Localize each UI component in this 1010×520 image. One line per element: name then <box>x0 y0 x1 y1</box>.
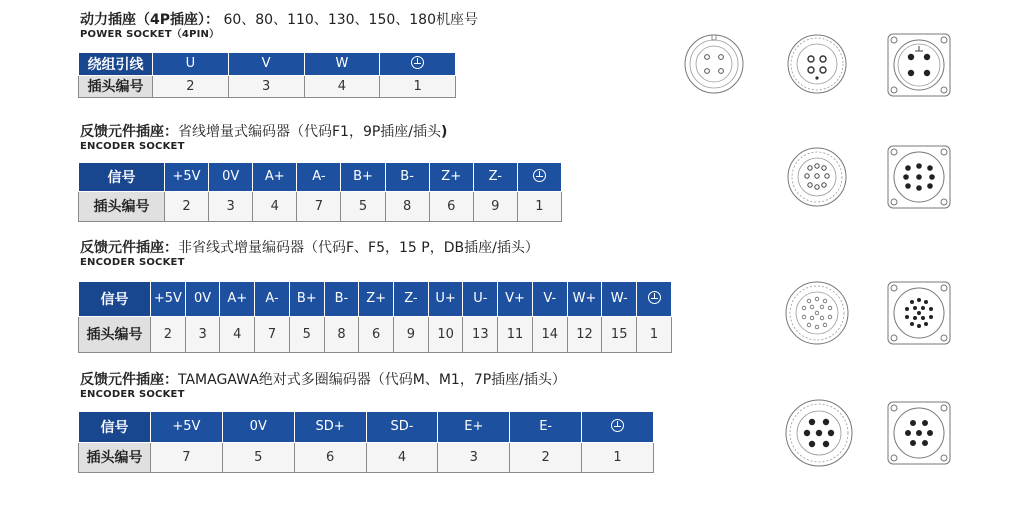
pin-cell: 7 <box>151 442 223 472</box>
pin-cell: 5 <box>222 442 294 472</box>
signal-cell: V- <box>532 282 567 316</box>
row-head-signal: 信号 <box>79 412 151 442</box>
row-head-pin-number: 插头编号 <box>79 75 153 97</box>
pin-cell: 11 <box>498 316 533 352</box>
signal-cell: +5V <box>165 163 209 191</box>
signal-cell: 0V <box>222 412 294 442</box>
pin-cell: 4 <box>366 442 438 472</box>
encoder-f1-square-flange-drawing <box>886 144 952 210</box>
title-bold: 反馈元件插座： <box>80 124 178 140</box>
signal-cell: 0V <box>209 163 253 191</box>
title-rest: 60、80、110、130、150、180机座号 <box>219 12 478 28</box>
pin-cell: 2 <box>153 75 229 97</box>
signal-cell: W- <box>602 282 637 316</box>
signal-cell: A- <box>297 163 341 191</box>
signal-cell <box>517 163 561 191</box>
row-head-pin-number: 插头编号 <box>79 316 151 352</box>
encoder-f-f5-plug-drawing <box>784 280 850 346</box>
signal-cell: B+ <box>289 282 324 316</box>
signal-cell: A+ <box>220 282 255 316</box>
section-title <box>80 240 539 257</box>
pin-cell: 12 <box>567 316 602 352</box>
signal-cell: +5V <box>151 412 223 442</box>
signal-cell <box>380 53 456 75</box>
pin-cell: 3 <box>185 316 220 352</box>
row-head-pin-number: 插头编号 <box>79 191 165 221</box>
pin-cell: 7 <box>297 191 341 221</box>
row-head-winding: 绕组引线 <box>79 53 153 75</box>
title-rest: 非省线式增量编码器（代码F、F5，15 P，DB插座/插头） <box>178 240 539 256</box>
pin-cell: 3 <box>438 442 510 472</box>
signal-cell: B- <box>324 282 359 316</box>
signal-cell <box>637 282 672 316</box>
pin-cell: 8 <box>324 316 359 352</box>
signal-cell: SD+ <box>294 412 366 442</box>
signal-cell: U- <box>463 282 498 316</box>
title-rest: TAMAGAWA绝对式多圈编码器（代码M、M1，7P插座/插头） <box>178 372 566 388</box>
pin-cell: 6 <box>429 191 473 221</box>
signal-cell: SD- <box>366 412 438 442</box>
row-head-signal: 信号 <box>79 282 151 316</box>
section-subtitle: ENCODER SOCKET <box>80 257 185 268</box>
signal-cell: Z+ <box>359 282 394 316</box>
signal-cell: A+ <box>253 163 297 191</box>
pin-cell: 2 <box>165 191 209 221</box>
encoder-tamagawa-square-flange-drawing <box>886 400 952 466</box>
pin-cell: 3 <box>209 191 253 221</box>
power-square-flange-drawing <box>886 32 952 98</box>
section-subtitle: ENCODER SOCKET <box>80 141 185 152</box>
signal-cell: Z+ <box>429 163 473 191</box>
ground-icon <box>611 419 624 432</box>
signal-cell: U <box>153 53 229 75</box>
title-bold: 动力插座（4P插座）： <box>80 12 220 28</box>
pin-cell: 2 <box>151 316 186 352</box>
pin-cell: 7 <box>255 316 290 352</box>
section-power-socket <box>80 12 478 41</box>
signal-cell <box>582 412 654 442</box>
section-subtitle: POWER SOCKET（4PIN） <box>80 29 220 40</box>
signal-cell: E+ <box>438 412 510 442</box>
pin-cell: 5 <box>289 316 324 352</box>
power-socket-front-drawing <box>683 33 745 95</box>
section-title <box>80 124 447 141</box>
section-title <box>80 372 566 389</box>
encoder-f1-plug-drawing <box>786 146 848 208</box>
signal-cell: 0V <box>185 282 220 316</box>
pin-cell: 1 <box>380 75 456 97</box>
row-head-signal: 信号 <box>79 163 165 191</box>
pin-cell: 6 <box>294 442 366 472</box>
title-bold: 反馈元件插座： <box>80 372 178 388</box>
pin-cell: 9 <box>473 191 517 221</box>
pin-cell: 14 <box>532 316 567 352</box>
signal-cell: W+ <box>567 282 602 316</box>
signal-cell: E- <box>510 412 582 442</box>
pin-cell: 4 <box>220 316 255 352</box>
encoder-tamagawa-plug-drawing <box>784 398 854 468</box>
signal-cell: B+ <box>341 163 385 191</box>
pin-cell: 4 <box>253 191 297 221</box>
ground-icon <box>533 169 546 182</box>
pin-cell: 10 <box>428 316 463 352</box>
row-head-pin-number: 插头编号 <box>79 442 151 472</box>
section-encoder-f-f5 <box>80 240 539 269</box>
signal-cell: Z- <box>394 282 429 316</box>
pin-cell: 5 <box>341 191 385 221</box>
title-bold: 反馈元件插座： <box>80 240 178 256</box>
encoder-f1-pin-table <box>78 163 562 222</box>
power-pin-table <box>78 53 456 98</box>
pin-cell: 1 <box>517 191 561 221</box>
section-encoder-tamagawa <box>80 372 566 401</box>
signal-cell: V+ <box>498 282 533 316</box>
pin-cell: 8 <box>385 191 429 221</box>
title-rest: 省线增量式编码器（代码F1，9P插座/插头 <box>178 124 442 140</box>
pin-cell: 1 <box>637 316 672 352</box>
title-tail: ) <box>441 124 448 140</box>
encoder-f-f5-square-flange-drawing <box>886 280 952 346</box>
signal-cell: +5V <box>151 282 186 316</box>
ground-icon <box>648 291 661 304</box>
signal-cell: B- <box>385 163 429 191</box>
pin-cell: 15 <box>602 316 637 352</box>
signal-cell: A- <box>255 282 290 316</box>
encoder-tamagawa-pin-table <box>78 412 654 473</box>
pin-cell: 13 <box>463 316 498 352</box>
signal-cell: W <box>304 53 380 75</box>
encoder-f-f5-pin-table <box>78 282 672 353</box>
signal-cell: V <box>228 53 304 75</box>
section-encoder-f1 <box>80 124 447 153</box>
pin-cell: 2 <box>510 442 582 472</box>
pin-cell: 1 <box>582 442 654 472</box>
signal-cell: U+ <box>428 282 463 316</box>
signal-cell: Z- <box>473 163 517 191</box>
pin-cell: 6 <box>359 316 394 352</box>
pin-cell: 4 <box>304 75 380 97</box>
pin-cell: 3 <box>228 75 304 97</box>
section-title <box>80 12 478 29</box>
section-subtitle: ENCODER SOCKET <box>80 389 185 400</box>
pin-cell: 9 <box>394 316 429 352</box>
power-plug-front-drawing <box>786 33 848 95</box>
ground-icon <box>411 56 424 69</box>
